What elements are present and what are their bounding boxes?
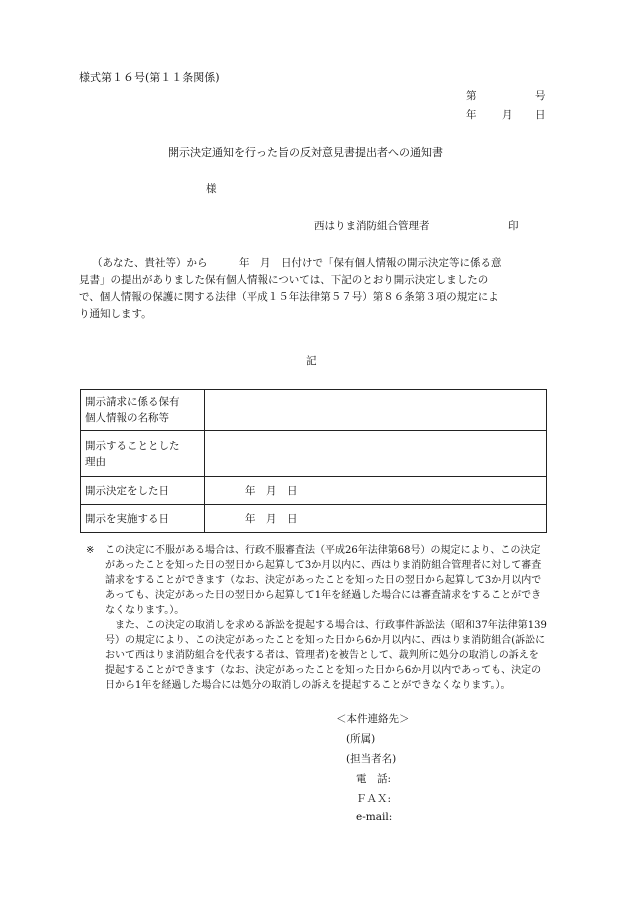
row-label-decision-date: 開示決定をした日 [81, 477, 205, 505]
row-value-reason [205, 431, 547, 477]
contact-email: e-mail: [356, 811, 393, 823]
document-title: 開示決定通知を行った旨の反対意見書提出者への通知書 [168, 146, 443, 159]
ki-heading: 記 [306, 355, 317, 367]
appeal-note [86, 543, 548, 693]
contact-fax: ＦＡＸ: [356, 793, 392, 805]
note-paragraph-2: また、この決定の取消しを求める訴訟を提起する場合は、行政事件訴訟法（昭和37年法律第139号）の規定により、この決定があったことを知った日から6か月以内に、西はりま消防組合(訴訟において西はりま消防組合を代表する者は、管理者)を被告として、裁判所に処分の取消しの訴えを提起することができます（なお、決定があったことを知った日から6か月以内であっても、決定の日から1年を経過した場合には処分の取消しの訴えを提起することができなくなります。）。 [105, 620, 547, 691]
note-mark: ※ [86, 545, 95, 556]
doc-number-suffix: 号 [535, 90, 546, 102]
contact-department: (所属) [346, 733, 376, 745]
seal-mark: 印 [508, 220, 519, 232]
table-row [81, 477, 547, 505]
table-row [81, 390, 547, 431]
row-value-implementation-date: 年 月 日 [205, 505, 547, 533]
body-line-3: で、個人情報の保護に関する法律（平成１５年法律第５７号）第８６条第３項の規定によ [79, 291, 499, 303]
row-value-info-name [205, 390, 547, 431]
body-line-2: 見書」の提出がありました保有個人情報については、下記のとおり開示決定しましたの [79, 274, 489, 286]
table-row [81, 505, 547, 533]
table-row [81, 431, 547, 477]
form-number: 様式第１６号(第１１条関係) [79, 71, 220, 84]
notice-body [79, 255, 559, 323]
body-line-1: （あなた、貴社等）から 年 月 日付けで「保有個人情報の開示決定等に係る意 [92, 257, 502, 269]
disclosure-table [80, 389, 547, 533]
contact-heading: ＜本件連絡先＞ [336, 713, 410, 725]
row-label-info-name: 開示請求に係る保有 個人情報の名称等 [81, 390, 205, 431]
note-paragraph-1: この決定に不服がある場合は、行政不服審査法（平成26年法律第68号）の規定により、この決定があったことを知った日の翌日から起算して3か月以内に、西はりま消防組合管理者に対して審査請求をすることができます（なお、決定があったことを知った日の翌日から起算して3か月以内であっても、決定があった日の翌日から起算して1年を経過した場合には審査請求をすることができなくなります。）。 [105, 545, 542, 616]
issuer-name: 西はりま消防組合管理者 [314, 220, 430, 232]
row-label-implementation-date: 開示を実施する日 [81, 505, 205, 533]
doc-number-prefix: 第 [466, 90, 477, 102]
row-value-decision-date: 年 月 日 [205, 477, 547, 505]
contact-phone: 電 話: [356, 773, 392, 785]
date-month: 月 [502, 109, 513, 121]
date-day: 日 [535, 109, 546, 121]
row-label-reason: 開示することとした 理由 [81, 431, 205, 477]
body-line-4: り通知します。 [79, 308, 152, 320]
addressee-suffix: 様 [206, 183, 217, 195]
date-year: 年 [466, 109, 477, 121]
contact-person: (担当者名) [346, 753, 397, 765]
